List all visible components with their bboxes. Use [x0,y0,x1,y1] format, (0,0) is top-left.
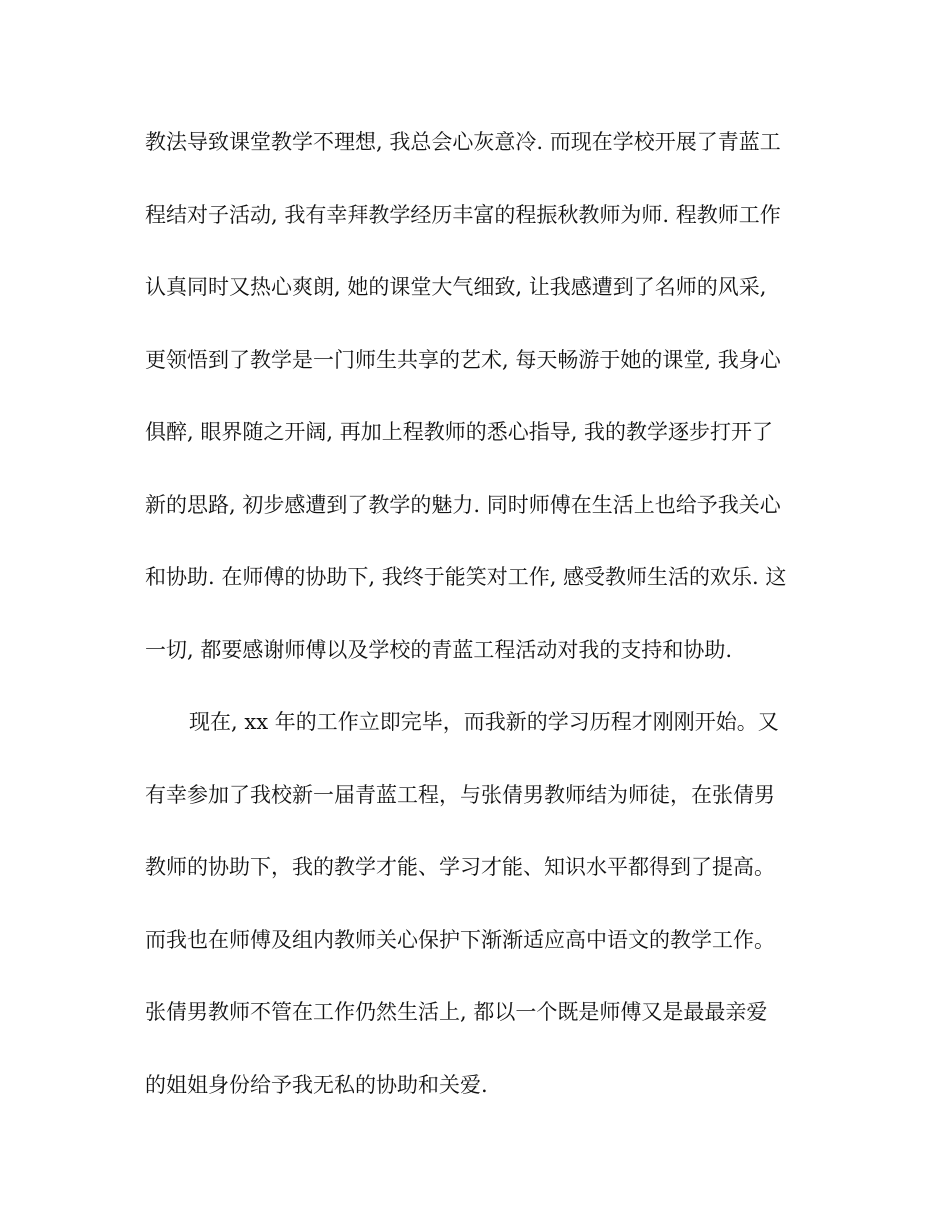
text-line-10: 有幸参加了我校新一届青蓝工程，与张倩男教师结为师徒，在张倩男 [145,783,775,807]
text-line-12: 而我也在师傅及组内教师关心保护下渐渐适应高中语文的教学工作。 [145,928,775,952]
text-line-14: 的姐姐身份给予我无私的协助和关爱. [145,1073,488,1097]
text-line-1: 教法导致课堂教学不理想, 我总会心灰意冷. 而现在学校开展了青蓝工 [145,130,781,154]
text-line-11: 教师的协助下，我的教学才能、学习才能、知识水平都得到了提高。 [145,855,775,879]
text-line-9: 现在, xx 年的工作立即完毕，而我新的学习历程才刚刚开始。又 [189,710,779,734]
text-line-2: 程结对子活动, 我有幸拜教学经历丰富的程振秋教师为师. 程教师工作 [145,203,781,227]
text-line-3: 认真同时又热心爽朗, 她的课堂大气细致, 让我感遭到了名师的风采, [145,275,767,299]
text-line-6: 新的思路, 初步感遭到了教学的魅力. 同时师傅在生活上也给予我关心 [145,493,781,517]
text-line-8: 一切, 都要感谢师傅以及学校的青蓝工程活动对我的支持和协助. [145,638,733,662]
text-line-4: 更领悟到了教学是一门师生共享的艺术, 每天畅游于她的课堂, 我身心 [145,348,781,372]
text-line-13: 张倩男教师不管在工作仍然生活上, 都以一个既是师傅又是最最亲爱 [145,1000,768,1024]
text-line-5: 俱醉, 眼界随之开阔, 再加上程教师的悉心指导, 我的教学逐步打开了 [145,420,774,444]
text-line-7: 和协助. 在师傅的协助下, 我终于能笑对工作, 感受教师生活的欢乐. 这 [145,565,787,589]
